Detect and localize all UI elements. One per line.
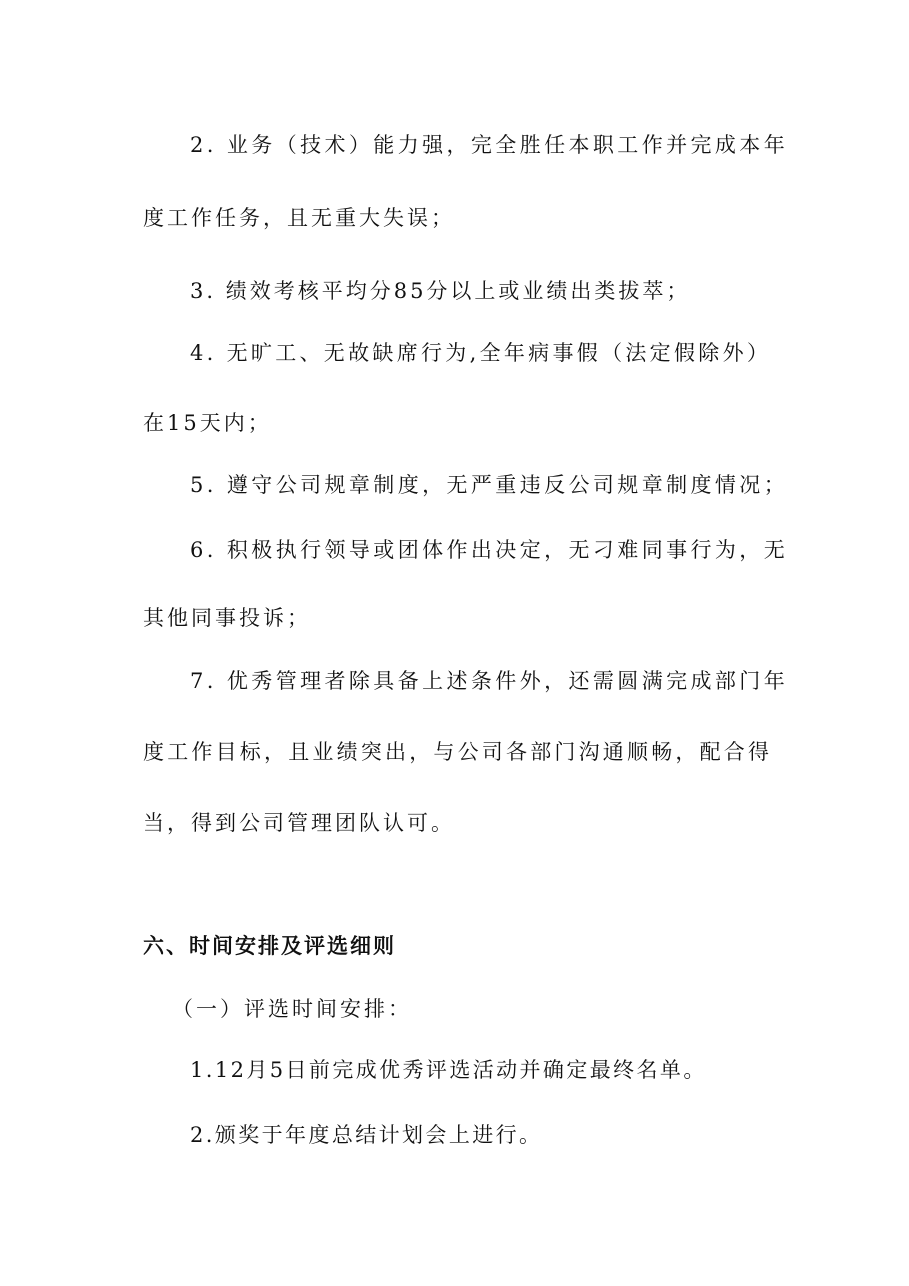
criteria-item-5: 5. 遵守公司规章制度，无严重违反公司规章制度情况； — [190, 473, 789, 497]
criteria-item-6-line-1: 6. 积极执行领导或团体作出决定，无刁难同事行为，无 — [190, 538, 789, 562]
section-6-subheading: （一）评选时间安排： — [172, 997, 412, 1021]
criteria-item-7-line-1: 7. 优秀管理者除具备上述条件外，还需圆满完成部门年 — [190, 669, 789, 693]
section-6-item-2: 2.颁奖于年度总结计划会上进行。 — [190, 1123, 543, 1147]
criteria-item-4-line-1: 4. 无旷工、无故缺席行为,全年病事假（法定假除外） — [190, 341, 772, 365]
criteria-item-3: 3. 绩效考核平均分85分以上或业绩出类拔萃； — [190, 279, 691, 303]
criteria-item-6-line-2: 其他同事投诉； — [143, 606, 311, 630]
criteria-item-7-line-3: 当，得到公司管理团队认可。 — [143, 811, 455, 835]
section-6-item-1: 1.12月5日前完成优秀评选活动并确定最终名单。 — [190, 1058, 707, 1082]
section-6-heading: 六、时间安排及评选细则 — [143, 934, 396, 958]
criteria-item-2-line-1: 2. 业务（技术）能力强，完全胜任本职工作并完成本年 — [190, 133, 789, 157]
criteria-item-7-line-2: 度工作目标，且业绩突出，与公司各部门沟通顺畅，配合得 — [143, 740, 773, 764]
criteria-item-4-line-2: 在15天内； — [143, 411, 272, 435]
criteria-item-2-line-2: 度工作任务，且无重大失误； — [143, 206, 455, 230]
